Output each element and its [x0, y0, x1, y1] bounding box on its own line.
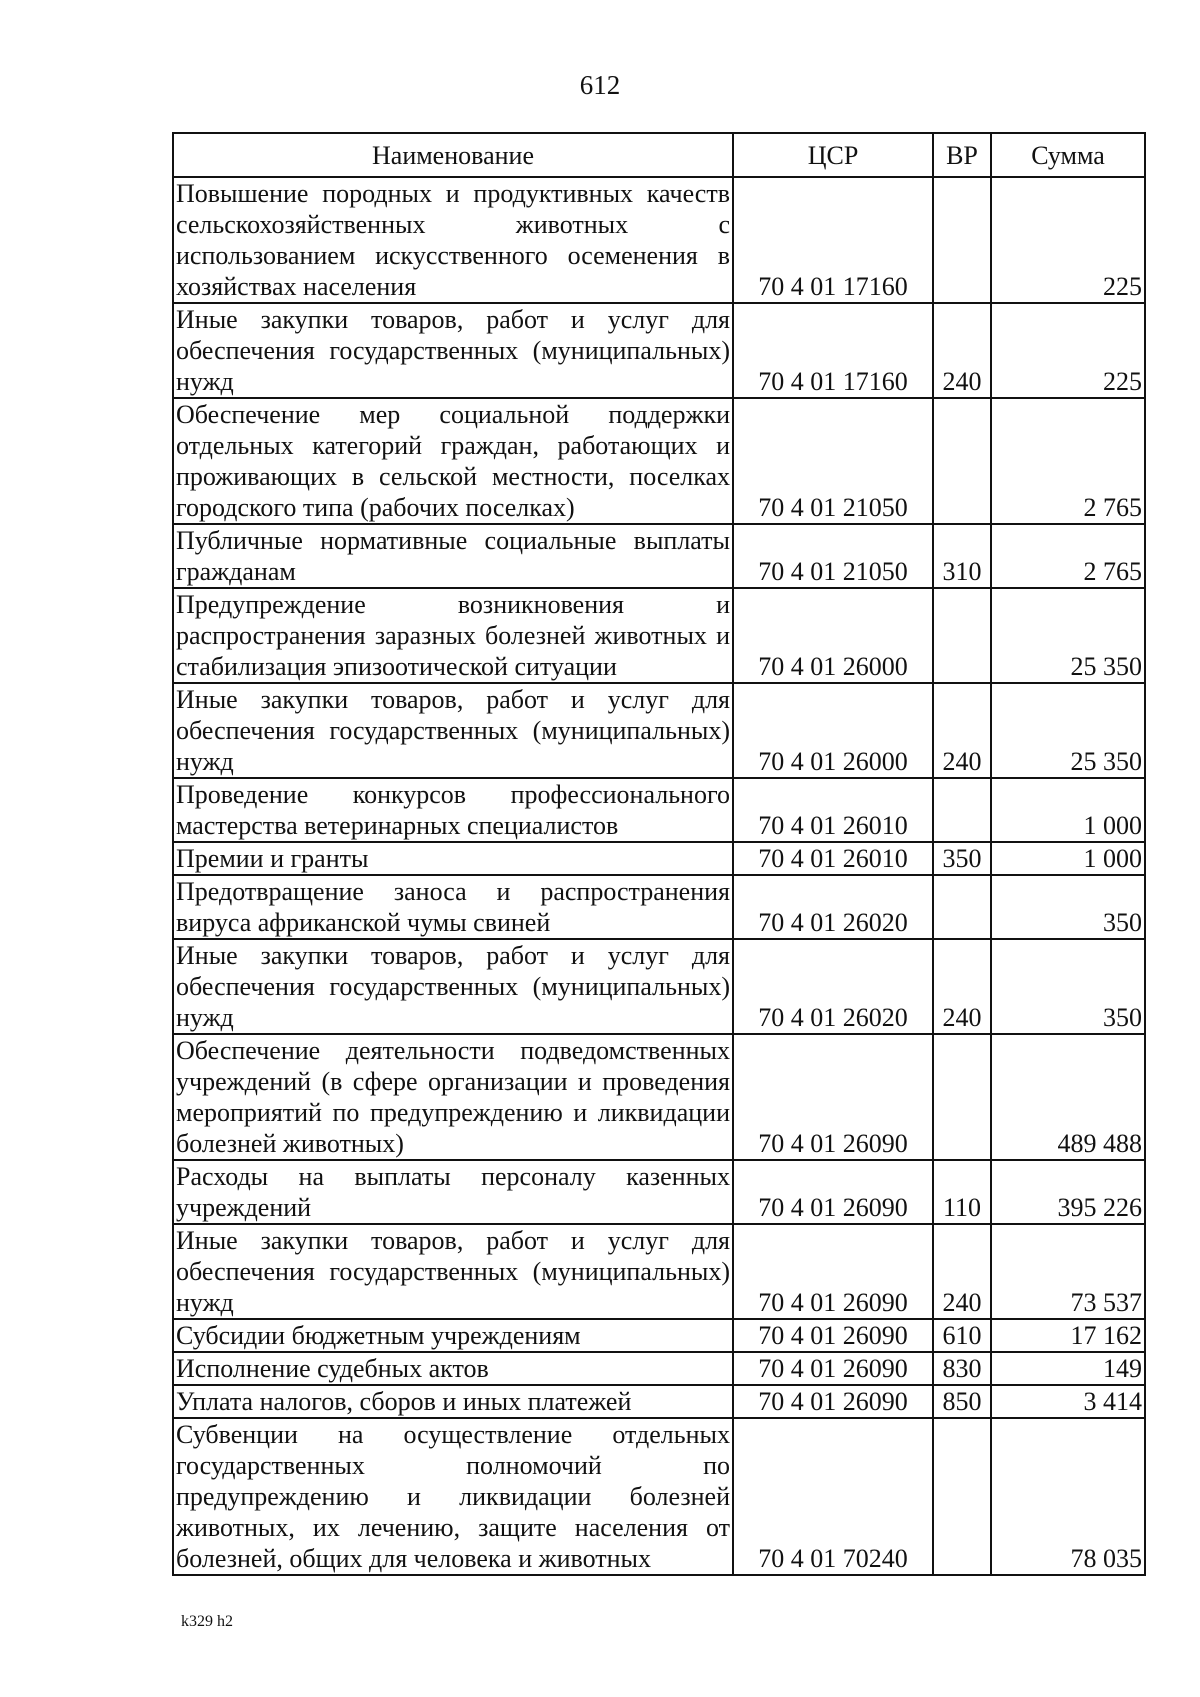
table-row: [173, 1352, 1145, 1385]
cell-sum: 1 000: [991, 778, 1145, 842]
cell-sum: 149: [991, 1352, 1145, 1385]
table-row: [173, 177, 1145, 303]
table-row: [173, 842, 1145, 875]
cell-vr: 240: [933, 683, 991, 778]
cell-name: Публичные нормативные социальные выплаты гражданам: [173, 524, 733, 588]
cell-csr: 70 4 01 26090: [733, 1224, 933, 1319]
table-row: [173, 683, 1145, 778]
table-row: [173, 1160, 1145, 1224]
cell-vr: [933, 875, 991, 939]
table-header-row: [173, 133, 1145, 177]
cell-csr: 70 4 01 21050: [733, 398, 933, 524]
cell-name: Иные закупки товаров, работ и услуг для обеспечения государственных (муниципальных) нужд: [173, 683, 733, 778]
cell-vr: 240: [933, 1224, 991, 1319]
header-sum: Сумма: [991, 133, 1145, 177]
cell-sum: 25 350: [991, 588, 1145, 683]
cell-csr: 70 4 01 26020: [733, 875, 933, 939]
header-name: Наименование: [173, 133, 733, 177]
cell-name: Иные закупки товаров, работ и услуг для обеспечения государственных (муниципальных) нужд: [173, 303, 733, 398]
cell-sum: 2 765: [991, 398, 1145, 524]
header-vr: ВР: [933, 133, 991, 177]
cell-name: Расходы на выплаты персоналу казенных учреждений: [173, 1160, 733, 1224]
table-row: [173, 1319, 1145, 1352]
table-row: [173, 303, 1145, 398]
cell-sum: 3 414: [991, 1385, 1145, 1418]
cell-csr: 70 4 01 17160: [733, 177, 933, 303]
table-row: [173, 398, 1145, 524]
cell-vr: 240: [933, 939, 991, 1034]
cell-name: Премии и гранты: [173, 842, 733, 875]
cell-csr: 70 4 01 70240: [733, 1418, 933, 1575]
table-row: [173, 1224, 1145, 1319]
page-number: 612: [579, 70, 621, 100]
cell-csr: 70 4 01 26090: [733, 1319, 933, 1352]
header-csr: ЦСР: [733, 133, 933, 177]
cell-vr: 850: [933, 1385, 991, 1418]
cell-vr: 830: [933, 1352, 991, 1385]
cell-sum: 350: [991, 939, 1145, 1034]
budget-table: [172, 132, 1146, 1576]
cell-name: Предупреждение возникновения и распространения заразных болезней животных и стабилизация эпизоотической ситуации: [173, 588, 733, 683]
cell-vr: [933, 398, 991, 524]
cell-csr: 70 4 01 26000: [733, 588, 933, 683]
cell-name: Иные закупки товаров, работ и услуг для обеспечения государственных (муниципальных) нужд: [173, 939, 733, 1034]
cell-csr: 70 4 01 26000: [733, 683, 933, 778]
cell-vr: [933, 1418, 991, 1575]
cell-csr: 70 4 01 26090: [733, 1385, 933, 1418]
cell-vr: 240: [933, 303, 991, 398]
cell-vr: [933, 778, 991, 842]
cell-name: Проведение конкурсов профессионального мастерства ветеринарных специалистов: [173, 778, 733, 842]
table-row: [173, 524, 1145, 588]
cell-csr: 70 4 01 26090: [733, 1160, 933, 1224]
cell-csr: 70 4 01 21050: [733, 524, 933, 588]
cell-name: Обеспечение деятельности подведомственных учреждений (в сфере организации и проведения мероприятий по предупреждению и ликвидации болезней животных): [173, 1034, 733, 1160]
table-row: [173, 1418, 1145, 1575]
table-row: [173, 1034, 1145, 1160]
cell-sum: 2 765: [991, 524, 1145, 588]
cell-sum: 350: [991, 875, 1145, 939]
cell-vr: [933, 1034, 991, 1160]
cell-vr: 110: [933, 1160, 991, 1224]
table-row: [173, 778, 1145, 842]
cell-vr: [933, 588, 991, 683]
cell-sum: 489 488: [991, 1034, 1145, 1160]
cell-csr: 70 4 01 26010: [733, 778, 933, 842]
cell-sum: 1 000: [991, 842, 1145, 875]
table-row: [173, 875, 1145, 939]
cell-sum: 73 537: [991, 1224, 1145, 1319]
cell-name: Иные закупки товаров, работ и услуг для обеспечения государственных (муниципальных) нужд: [173, 1224, 733, 1319]
cell-csr: 70 4 01 17160: [733, 303, 933, 398]
cell-sum: 225: [991, 303, 1145, 398]
cell-csr: 70 4 01 26010: [733, 842, 933, 875]
cell-name: Субвенции на осуществление отдельных государственных полномочий по предупреждению и ликвидации болезней животных, их лечению, защите населения от болезней, общих для человека и животных: [173, 1418, 733, 1575]
table-row: [173, 1385, 1145, 1418]
footer-code: k329 h2: [181, 1613, 233, 1630]
cell-vr: 310: [933, 524, 991, 588]
cell-name: Субсидии бюджетным учреждениям: [173, 1319, 733, 1352]
cell-csr: 70 4 01 26090: [733, 1034, 933, 1160]
cell-vr: [933, 177, 991, 303]
table-row: [173, 588, 1145, 683]
cell-name: Исполнение судебных актов: [173, 1352, 733, 1385]
cell-vr: 350: [933, 842, 991, 875]
cell-sum: 17 162: [991, 1319, 1145, 1352]
cell-csr: 70 4 01 26090: [733, 1352, 933, 1385]
cell-sum: 78 035: [991, 1418, 1145, 1575]
cell-sum: 395 226: [991, 1160, 1145, 1224]
cell-sum: 25 350: [991, 683, 1145, 778]
cell-vr: 610: [933, 1319, 991, 1352]
table-row: [173, 939, 1145, 1034]
cell-name: Повышение породных и продуктивных качеств сельскохозяйственных животных с использованием искусственного осеменения в хозяйствах населения: [173, 177, 733, 303]
cell-name: Предотвращение заноса и распространения вируса африканской чумы свиней: [173, 875, 733, 939]
cell-sum: 225: [991, 177, 1145, 303]
cell-csr: 70 4 01 26020: [733, 939, 933, 1034]
cell-name: Обеспечение мер социальной поддержки отдельных категорий граждан, работающих и проживающих в сельской местности, поселках городского типа (рабочих поселках): [173, 398, 733, 524]
cell-name: Уплата налогов, сборов и иных платежей: [173, 1385, 733, 1418]
